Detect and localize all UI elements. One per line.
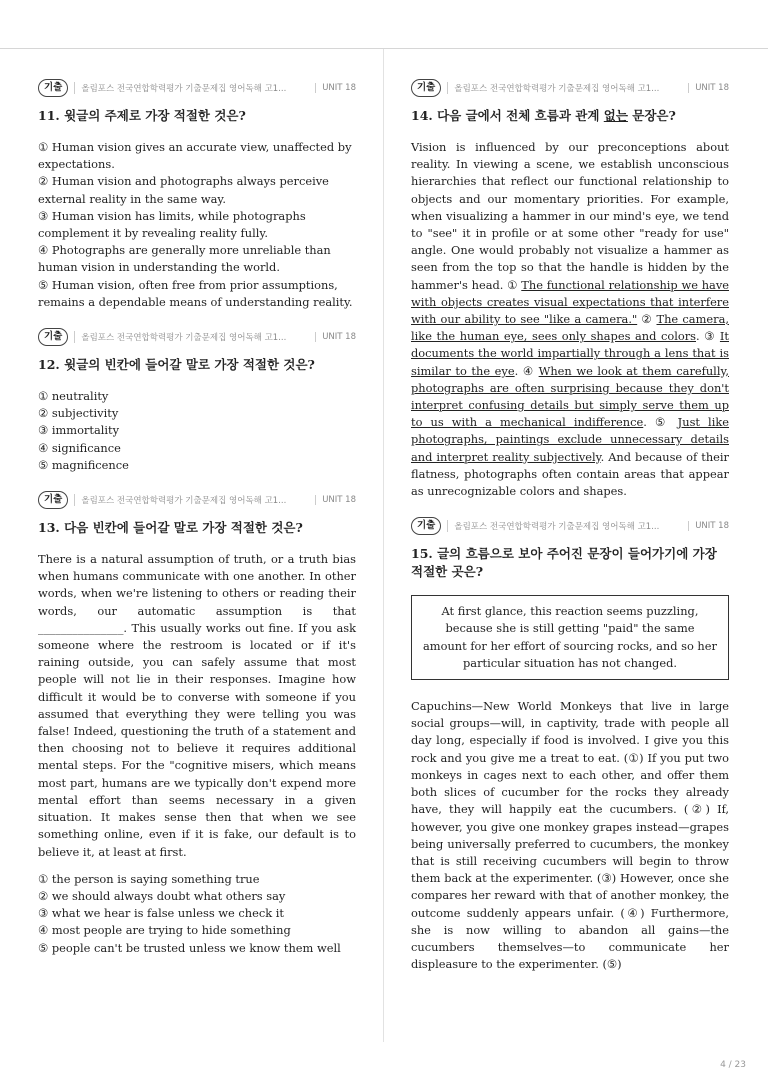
choice-5[interactable]: ⑤ Human vision, often free from prior assumptions, remains a dependable means of understanding reality.: [38, 277, 353, 309]
exam-tag: 기출: [411, 517, 441, 535]
question-title: 13. 다음 빈칸에 들어갈 말로 가장 적절한 것은?: [38, 520, 303, 536]
header-rule: [0, 48, 768, 49]
choice-4[interactable]: ④ significance: [38, 440, 121, 455]
sentence-1: The functional relationship we have with objects creates visual expectations that interfere with our ability to see "like a camera.": [411, 277, 730, 327]
title-text: 문장은?: [627, 108, 676, 123]
source-label: 올림포스 전국연합학력평가 기출문제집 영어독해 고1...: [447, 520, 688, 532]
choice-1[interactable]: ① the person is saying something true: [38, 871, 260, 886]
marker-5: . ⑤: [643, 415, 678, 430]
marker-3: . ③: [696, 329, 720, 344]
passage: Capuchins—New World Monkeys that live in large social groups—will, in captivity, trade with people all day long, especially if food is involved. I give you this rock and you give me a treat to eat. (①) If you put two monkeys in cages next to each other, and offer them both slices of cucumber for the rocks they already have, they will happily eat the cucumbers. (②) If, however, you give one monkey grapes instead—grapes being universally preferred to cucumbers, the monkey that is still receiving cucumbers will begin to throw them back at the experimenter. (③) However, once she compares her reward with that of another monkey, the outcome suddenly appears unfair. (④) Furthermore, she is now willing to abandon all gains—the cucumbers themselves—to communicate her displeasure to the experimenter. (⑤): [411, 699, 729, 972]
question-title: 11. 윗글의 주제로 가장 적절한 것은?: [38, 108, 246, 123]
unit-label: UNIT 18: [688, 521, 729, 531]
exam-tag: 기출: [38, 491, 68, 509]
exam-tag: 기출: [411, 79, 441, 97]
choice-list: [38, 139, 356, 311]
choice-list: [38, 871, 356, 957]
sentence-2: The camera, like the human eye, sees only shapes and colors: [411, 312, 729, 344]
marker-2: ②: [637, 312, 657, 327]
right-column: [411, 78, 729, 989]
exam-tag: 기출: [38, 79, 68, 97]
source-label: 올림포스 전국연합학력평가 기출문제집 영어독해 고1...: [447, 82, 688, 94]
question-header: [38, 490, 356, 510]
choice-2[interactable]: ② subjectivity: [38, 406, 119, 421]
choice-4[interactable]: ④ Photographs are generally more unreliable than human vision in understanding the world.: [38, 243, 331, 275]
source-label: 올림포스 전국연합학력평가 기출문제집 영어독해 고1...: [74, 331, 315, 343]
page-number: 4 / 23: [720, 1060, 746, 1070]
column-divider: [383, 49, 384, 1042]
question-11: [38, 78, 356, 311]
question-header: [411, 516, 729, 536]
question-title: 12. 윗글의 빈칸에 들어갈 말로 가장 적절한 것은?: [38, 357, 315, 373]
given-sentence-box: At first glance, this reaction seems puzzling, because she is still getting "paid" the same amount for her effort of sourcing rocks, and so her particular situation has not changed.: [411, 595, 729, 680]
choice-5[interactable]: ⑤ people can't be trusted unless we know them well: [38, 940, 341, 955]
title-text: 14. 다음 글에서 전체 흐름과 관계: [411, 108, 604, 123]
unit-label: UNIT 18: [315, 495, 356, 505]
marker-4: . ④: [514, 363, 539, 378]
choice-1[interactable]: ① Human vision gives an accurate view, unaffected by expectations.: [38, 140, 352, 172]
question-15: [411, 516, 729, 973]
passage-intro: Vision is influenced by our preconceptions about reality. In viewing a scene, we establish unconscious hierarchies that reflect our functional relationship to objects and our momentary priorities. For example, when visualizing a hammer in our mind's eye, we tend to "see" it in profile or at some other "ready for use" angle. One would probably not visualize a hammer as seen from the top so that the handle is hidden by the hammer's head.: [411, 140, 729, 292]
passage: [411, 139, 729, 500]
question-13: [38, 490, 356, 957]
passage-end: . And because of their flatness, photographs often contain areas that appear as unrecognizable colors and shapes.: [411, 449, 729, 499]
unit-label: UNIT 18: [315, 83, 356, 93]
choice-3[interactable]: ③ what we hear is false unless we check it: [38, 906, 284, 921]
exam-tag: 기출: [38, 328, 68, 346]
choice-3[interactable]: ③ immortality: [38, 423, 120, 438]
choice-2[interactable]: ② Human vision and photographs always perceive external reality in the same way.: [38, 174, 329, 206]
question-header: [38, 78, 356, 98]
passage: There is a natural assumption of truth, or a truth bias when humans communicate with one another. In other words, when we're listening to others or reading their words, our automatic assumption is that _______________. This usually works out fine. If you ask someone where the restroom is located or if it's raining outside, you can safely assume that most people will not lie in their responses. Imagine how difficult it would be to converse with someone if you assumed that everything they were telling you was false! Indeed, questioning the truth of a statement and then choosing not to believe it requires additional mental steps. For the "cognitive misers, which means most part, humans are we typically don't expend more mental effort than seems necessary in a given situation. It makes sense then that when we see something online, even if it is fake, our default is to believe it, at least at first.: [38, 552, 356, 859]
question-header: [38, 327, 356, 347]
choice-1[interactable]: ① neutrality: [38, 389, 109, 404]
source-label: 올림포스 전국연합학력평가 기출문제집 영어독해 고1...: [74, 82, 315, 94]
choice-2[interactable]: ② we should always doubt what others say: [38, 888, 286, 903]
sentence-3: It documents the world impartially through a lens that is similar to the eye: [411, 329, 729, 378]
question-12: [38, 327, 356, 474]
question-14: [411, 78, 729, 500]
unit-label: UNIT 18: [315, 332, 356, 342]
question-title: 15. 글의 흐름으로 보아 주어진 문장이 들어가기에 가장 적절한 곳은?: [411, 546, 717, 580]
question-title: [411, 107, 729, 125]
choice-4[interactable]: ④ most people are trying to hide something: [38, 923, 291, 938]
sentence-4: When we look at them carefully, photographs are often surprising because they don't interpret confusing details but simply serve them up to us with a mechanical indifference: [411, 363, 730, 430]
question-header: [411, 78, 729, 98]
marker-1: ①: [503, 277, 522, 292]
sentence-5: Just like photographs, paintings exclude unnecessary details and interpret reality subjectively: [411, 415, 729, 464]
choice-list: [38, 388, 356, 474]
source-label: 올림포스 전국연합학력평가 기출문제집 영어독해 고1...: [74, 494, 315, 506]
unit-label: UNIT 18: [688, 83, 729, 93]
left-column: [38, 78, 356, 973]
choice-5[interactable]: ⑤ magnificence: [38, 457, 129, 472]
choice-3[interactable]: ③ Human vision has limits, while photographs complement it by revealing reality fully.: [38, 208, 306, 241]
title-underlined-word: 없는: [603, 108, 628, 123]
